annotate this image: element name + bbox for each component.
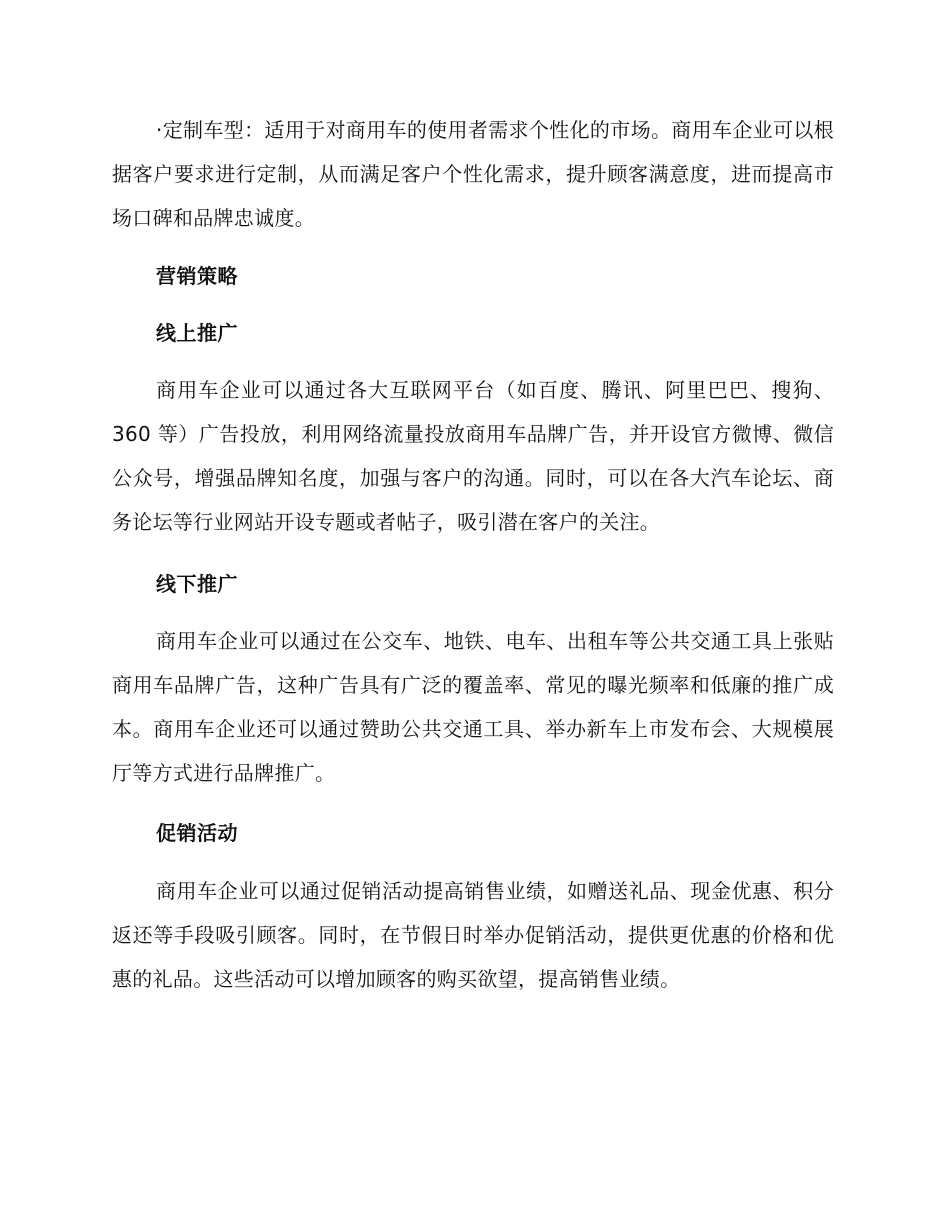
paragraph-offline-promotion: 商用车企业可以通过在公交车、地铁、电车、出租车等公共交通工具上张贴商用车品牌广告，这种广告具有广泛的覆盖率、常见的曝光频率和低廉的推广成本。商用车企业还可以通过赞助公共交通工具、举办新车上市发布会、大规模展厅等方式进行品牌推广。 (112, 629, 834, 785)
paragraph-promotional-activities: 商用车企业可以通过促销活动提高销售业绩，如赠送礼品、现金优惠、积分返还等手段吸引顾客。同时，在节假日时举办促销活动，提供更优惠的价格和优惠的礼品。这些活动可以增加顾客的购买欲望，提高销售业绩。 (112, 879, 834, 991)
paragraph-custom-models: ·定制车型：适用于对商用车的使用者需求个性化的市场。商用车企业可以根据客户要求进行定制，从而满足客户个性化需求，提升顾客满意度，进而提高市场口碑和品牌忠诚度。 (112, 118, 834, 230)
heading-promotional-activities: 促销活动 (156, 821, 238, 845)
heading-offline-promotion: 线下推广 (156, 572, 238, 596)
heading-marketing-strategy: 营销策略 (156, 264, 238, 288)
heading-online-promotion: 线上推广 (156, 321, 238, 345)
paragraph-online-promotion: 商用车企业可以通过各大互联网平台（如百度、腾讯、阿里巴巴、搜狗、360 等）广告投放，利用网络流量投放商用车品牌广告，并开设官方微博、微信公众号，增强品牌知名度，加强与客户的沟通。同时，可以在各大汽车论坛、商务论坛等行业网站开设专题或者帖子，吸引潜在客户的关注。 (112, 378, 834, 534)
